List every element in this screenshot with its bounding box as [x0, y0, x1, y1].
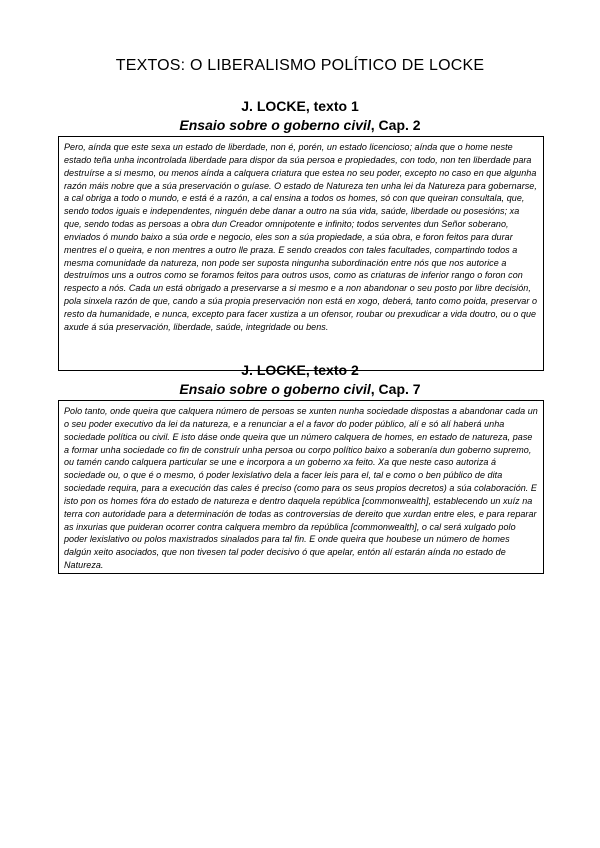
page-title: TEXTOS: O LIBERALISMO POLÍTICO DE LOCKE — [115, 57, 485, 74]
section-work-line — [0, 116, 600, 135]
section-heading-2 — [0, 361, 600, 399]
section-heading-1 — [0, 97, 600, 135]
quote-text: Pero, aínda que este sexa un estado de liberdade, non é, porén, un estado licencioso; aínda que o home neste estado teña unha incontrolada liberdade para dispor da súa persoa e propiedades, con todo, non ten liberdade para destruírse a si mesmo, ou menos aínda a calquera criatura que estea no seu poder, excepto no caso en que algunha razón máis nobre que a súa preservación o guíase. O estado de Natureza ten unha lei da Natureza para gobernarse, a cal obriga a todo o mundo, e está é a razón, a cal ensina a todos os homes, só con que queiran consultala, que, sendo todos iguais e independentes, ninguén debe danar a outro na súa vida, saúde, liberdade ou posesións; xa que, sendo todas as persoas a obra dun Creador omnipotente e infinito; todos serventes dun Señor soberano, enviados ó mundo baixo a súa orde e negocio, eles son a súa propiedade, a súa obra, e foron feitos para durar mentres el o queira, e non mentres a outro lle praza. E sendo creados con tales facultades, compartindo todos a mesma comunidade da natureza, non pode ser suposta ningunha subordinación entre nós que nos autorice a destruímos uns a outros como se foramos feitos para outros usos, como as criaturas de inferior rango o foron con respecto a nós. Cada un está obrigado a preservarse a si mesmo e a non abandonar o seu posto por libre decisión, pola sinxela razón de que, cando a súa propia preservación non está en xogo, deberá, tanto como poida, preservar o resto da humanidade, e nunca, excepto para facer xustiza a un ofensor, roubar ou prexudicar a vida doutro, ou o que axude á súa preservación, liberdade, saúde, integridade ou bens. — [64, 142, 538, 332]
chapter-label: , Cap. 7 — [370, 381, 421, 397]
quote-text: Polo tanto, onde queira que calquera número de persoas se xunten nunha sociedade dispostas a abandonar cada un o seu poder executivo da lei da natureza, e a renunciar a el a favor do poder público, alí e só alí haberá unha sociedade política ou civil. E isto dáse onde queira que un número calquera de homes, en estado de natureza, pase a formar unha sociedade co fin de construír unha persoa ou corpo político baixo a soberanía dun goberno supremo, ou tamén cando calquera particular se une e incorpora a un goberno xa feito. Xa que neste caso autoriza á sociedade ou, o que é o mesmo, ó poder lexislativo dela a facer leis para el, tal e como o ben público de dita sociedade requira, para a execución das cales é preciso (como para os seus propios decretos) a súa colaboración. E isto pon os homes fóra do estado de natureza e dentro daquela república [commonwealth], establecendo un xuíz na terra con autoridade para a determinación de todas as controversias de dereito que xurdan entre eles, e para reparar as inxurias que puideran ocorrer contra calquera membro da república [commonwealth], o cal será xulgado polo poder lexislativo ou polos maxistrados sinalados para tal fin. E onde queira que houbese un número de homes dalgún xeito asociados, que non tivesen tal poder decisivo ó que apelar, entón alí estarán aínda no estado de Natureza. — [64, 406, 538, 571]
section-author-heading: J. LOCKE, texto 1 — [241, 98, 359, 114]
work-title: Ensaio sobre o goberno civil — [179, 381, 371, 397]
chapter-label: , Cap. 2 — [370, 117, 421, 133]
work-title: Ensaio sobre o goberno civil — [179, 117, 371, 133]
section-author-heading: J. LOCKE, texto 2 — [241, 362, 359, 378]
section-work-line — [0, 380, 600, 399]
quote-box-1 — [58, 136, 544, 371]
quote-box-2 — [58, 400, 544, 574]
